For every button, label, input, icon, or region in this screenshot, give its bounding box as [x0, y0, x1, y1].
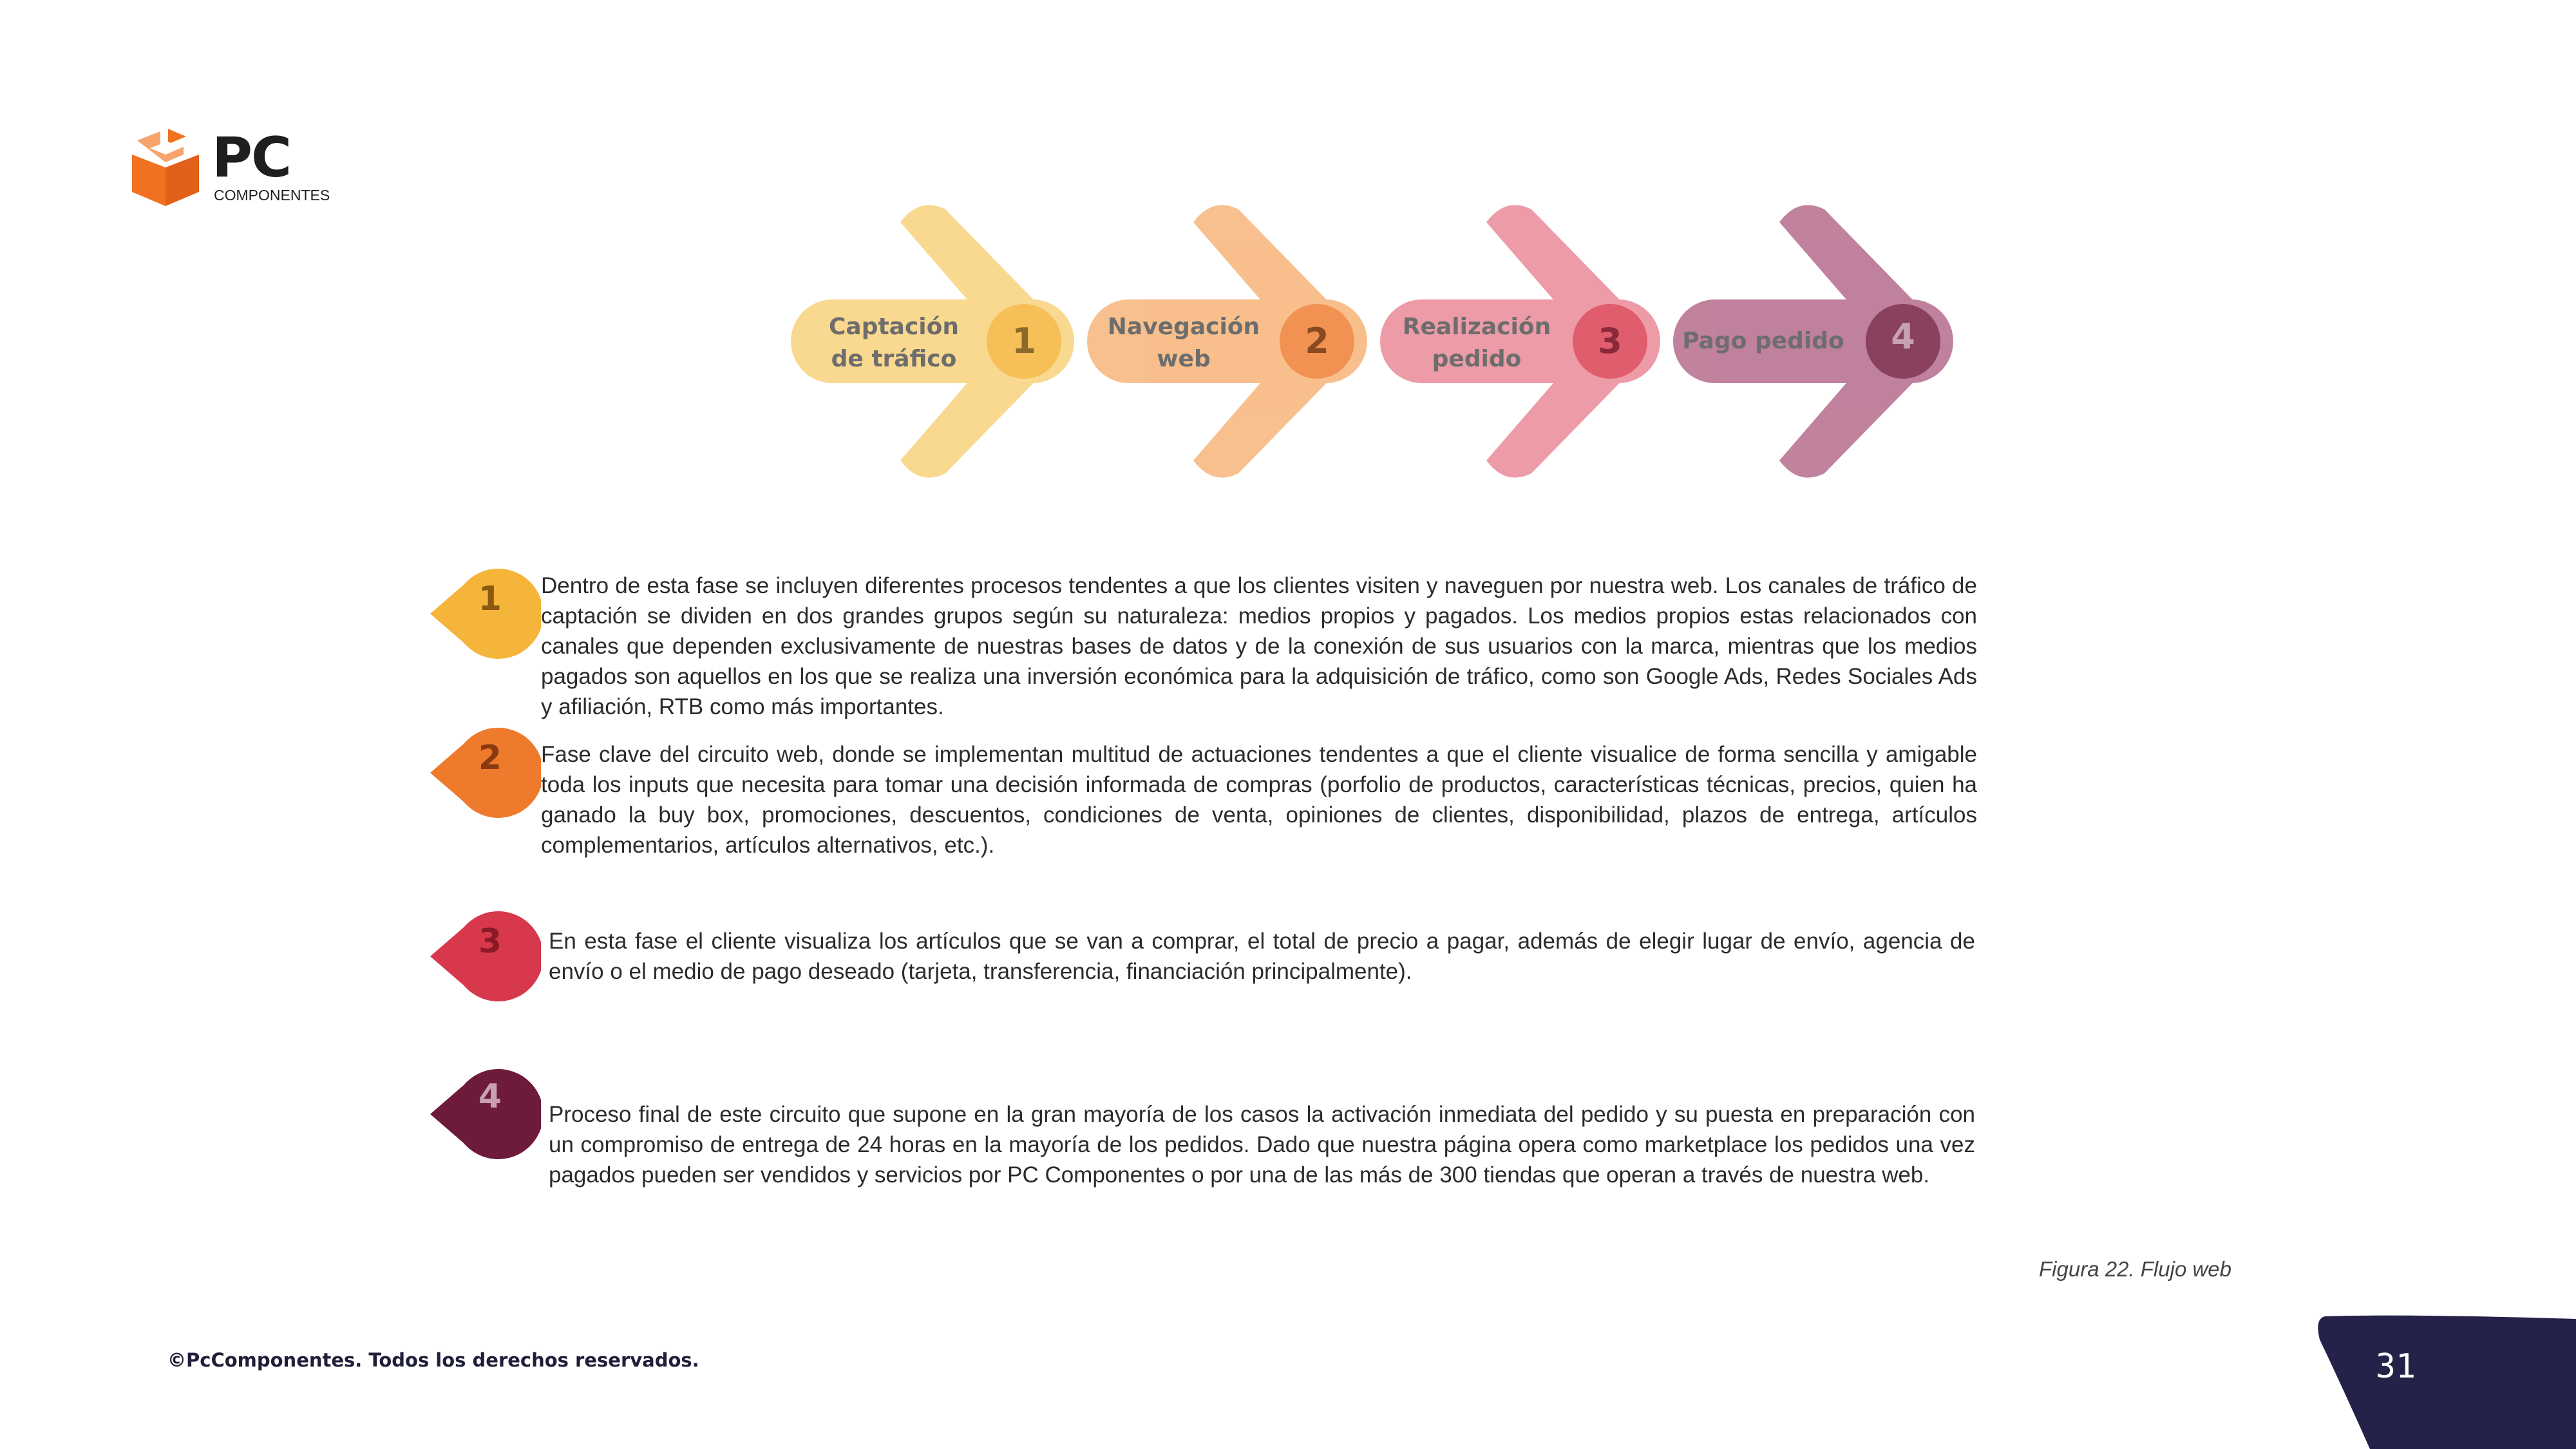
- flow-step-2-label: Navegación web: [1107, 314, 1260, 372]
- flow-step-2-number: 2: [1305, 321, 1329, 361]
- flow-step-4-number: 4: [1891, 316, 1915, 357]
- flow-step-4-label: Pago pedido: [1682, 328, 1844, 354]
- description-item-4: [425, 1066, 2202, 1188]
- badge-3-number: 3: [478, 922, 502, 961]
- pc-componentes-logo: [132, 126, 345, 206]
- description-text-1: Dentro de esta fase se incluyen diferentes procesos tendentes a que los clientes visiten y naveguen por nuestra web. Los canales de tráfico de captación se dividen en dos grandes grupos según su naturaleza: medios propios y pagados. Los medios propios estas relacionados con canales que dependen exclusivamente de nuestras bases de datos y de la conexión de sus usuarios con la marca, mientras que los medios pagados son aquellos en los que se realiza una inversión económica para la adquisición de tráfico, como son Google Ads, Redes Sociales Ads y afiliación, RTB como más importantes.: [541, 573, 1977, 719]
- badge-1-number: 1: [478, 580, 502, 618]
- logo-wordmark: PC: [212, 126, 291, 190]
- description-text-2: Fase clave del circuito web, donde se implementan multitud de actuaciones tendentes a que el cliente visualice de forma sencilla y amigable toda los inputs que necesita para tomar una decisión informada de compras (porfolio de productos, características técnicas, precios, quien ha ganado la buy box, promociones, descuentos, condiciones de venta, opiniones de clientes, disponibilidad, plazos de entrega, artículos complementarios, artículos alternativos, etc.).: [541, 742, 1977, 858]
- logo-subtitle: COMPONENTES: [214, 187, 330, 204]
- description-item-2: [425, 724, 2202, 858]
- cube-logo-icon: [132, 129, 203, 206]
- flow-step-3-number: 3: [1598, 321, 1622, 361]
- badge-4-number: 4: [478, 1077, 502, 1116]
- flow-step-1-label: Captación de tráfico: [828, 314, 960, 372]
- description-item-1: [425, 565, 2202, 719]
- description-text-4: Proceso final de este circuito que supone en la gran mayoría de los casos la activación inmediata del pedido y su puesta en preparación con un compromiso de entrega de 24 horas en la mayoría de los pedidos. Dado que nuestra página opera como marketplace los pedidos una vez pagados pueden ser vendidos y servicios por PC Componentes o por una de las más de 300 tiendas que operan a través de nuestra web.: [549, 1102, 1975, 1188]
- footer-copyright: ©PcComponentes. Todos los derechos reservados.: [167, 1349, 699, 1371]
- badge-2-number: 2: [478, 739, 502, 777]
- flow-step-1-number: 1: [1012, 321, 1036, 361]
- page-number: 31: [2375, 1347, 2416, 1386]
- process-flow-diagram: [791, 196, 1969, 493]
- description-text-3: En esta fase el cliente visualiza los artículos que se van a comprar, el total de precio a pagar, además de elegir lugar de envío, agencia de envío o el medio de pago deseado (tarjeta, transferencia, financiación principalmente).: [549, 929, 1975, 984]
- flow-step-3-label: Realización pedido: [1402, 314, 1551, 372]
- description-item-3: [425, 908, 2202, 1005]
- figure-caption: Figura 22. Flujo web: [2039, 1257, 2231, 1281]
